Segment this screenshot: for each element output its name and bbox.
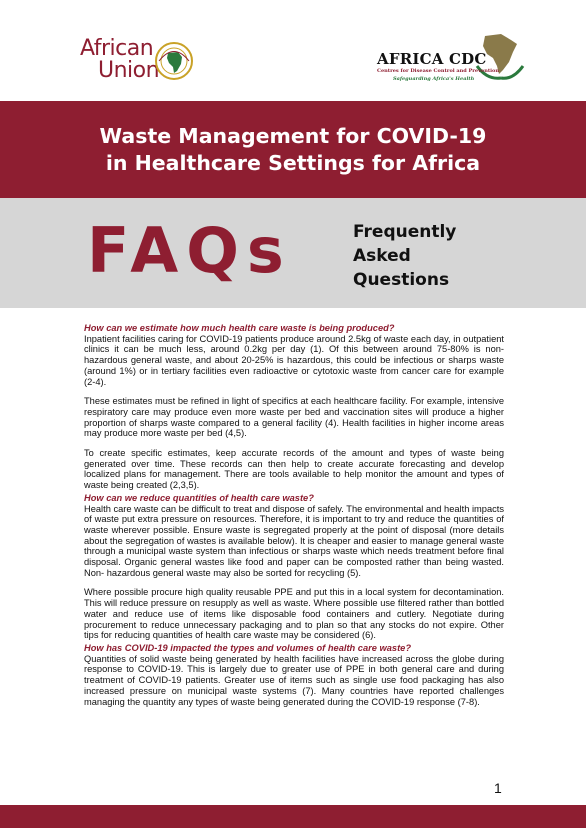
faq-section — [84, 493, 504, 641]
faq-subheading-line1: Frequently — [353, 222, 457, 242]
faq-answer-paragraph: Quantities of solid waste being generated by health facilities have increased across the globe during response to COVID-19. This is largely due to greater use of PPE in both general care and during treatment of COVID-19 patients. Greater use of items such as single use food packaging has also increased pressure on municipal waste systems (7). Many countries have reported challenges managing the quantity any types of waste being generated during the COVID-19 response (7-8). — [84, 653, 504, 707]
faq-subheading-line3: Questions — [353, 270, 450, 290]
faq-answer-paragraph: To create specific estimates, keep accurate records of the amount and types of waste being generated over time. These records can then help to create accurate forecasting and develop localized plans for management. There are tools available to help monitor the amount and types of waste being created (2,3,5). — [84, 448, 504, 491]
cdc-tagline: Safeguarding Africa's Health — [393, 76, 475, 82]
faq-banner — [0, 198, 586, 308]
title-line1: Waste Management for COVID-19 — [99, 124, 487, 148]
faq-answer-paragraph: Inpatient facilities caring for COVID-19 patients produce around 2.5kg of waste each day, in outpatient clinics it can be much less, around 0.2kg per day (1). Of this between around 75-80% is non-hazardous general waste, and about 20-25% is hazardous, this could be infectious or sharps waste (around 1%) or in tertiary facilities even radioactive or cytotoxic waste from cancer care for example (2-4). — [84, 333, 504, 387]
cdc-subtitle: Centres for Disease Control and Prevention — [377, 68, 500, 74]
faq-section — [84, 323, 504, 491]
footer-band — [0, 805, 586, 828]
faq-answer-paragraph: Where possible procure high quality reusable PPE and put this in a local system for decontamination. This will reduce pressure on resupply as well as waste. Where possible use filtered rather than bottled water and reduce use of items like disposable food containers and cutlery. Negotiate during procurement to reduce unnecessary packaging and to plan so that any stocks do not expire. Other tips for reducing quantities of health care waste may be considered (6). — [84, 587, 504, 641]
au-emblem-icon — [154, 40, 194, 82]
au-logo-line1: African — [80, 36, 154, 61]
faq-question: How can we reduce quantities of health care waste? — [84, 492, 314, 503]
document-title — [0, 123, 586, 177]
faq-section — [84, 643, 504, 707]
cdc-name: AFRICA CDC — [377, 50, 487, 68]
page-number: 1 — [494, 780, 502, 796]
faq-subheading — [353, 220, 456, 292]
faq-content — [84, 323, 504, 716]
africa-cdc-logo — [377, 30, 537, 90]
faq-question: How has COVID-19 impacted the types and volumes of health care waste? — [84, 642, 412, 653]
header — [0, 0, 586, 101]
faq-answer-paragraph: Health care waste can be difficult to treat and dispose of safely. The environmental and health impacts of waste put extra pressure on resources. Therefore, it is important to try and reduce the quantities of waste wherever possible. Ensure waste is segregated properly at the point of disposal (more details about the segregation of wastes is available below). It is cheaper and easier to manage general waste through a municipal waste system than infectious or sharps waste which needs treatment before final disposal. Organic general wastes like food and paper can be composted rather than being wasted. Non- hazardous general waste may also be sorted for recycling (5). — [84, 503, 504, 578]
au-logo-line2: Union — [98, 58, 160, 83]
faq-heading: FAQs — [87, 214, 292, 287]
title-line2: in Healthcare Settings for Africa — [105, 151, 481, 175]
faq-subheading-line2: Asked — [353, 246, 411, 266]
faq-answer-paragraph: These estimates must be refined in light of specifics at each healthcare facility. For example, intensive respiratory care may produce even more waste per bed and vaccination sites will produce a higher proportion of sharps waste compared to a general facility (4). Health facilities in higher income areas may produce more waste per bed (4,5). — [84, 396, 504, 439]
faq-question: How can we estimate how much health care waste is being produced? — [84, 323, 395, 333]
african-union-logo — [80, 38, 159, 82]
title-band — [0, 101, 586, 198]
au-logo-text — [80, 38, 159, 82]
